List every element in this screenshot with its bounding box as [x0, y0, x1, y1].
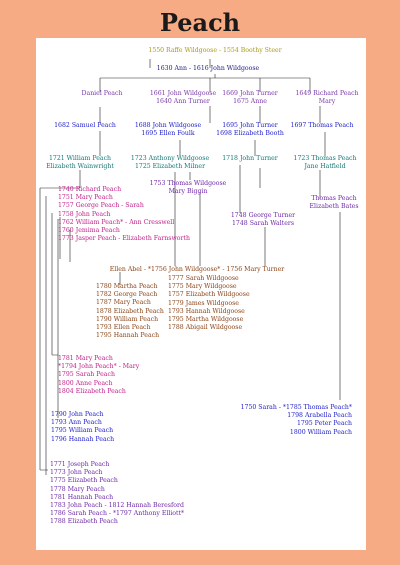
person-anthony-milner: 1723 Anthony Wildgoose 1725 Elizabeth Milner: [130, 155, 210, 171]
person-thomas-bates: Thomas Peach Elizabeth Bates: [309, 195, 359, 211]
children-jasper-peach: 1781 Mary Peach *1794 John Peach* - Mary 1795 Sarah Peach 1800 Anne Peach 1804 Elizabeth Peach: [58, 355, 140, 395]
children-peach-1790: 1790 John Peach 1793 Ann Peach 1795 William Peach 1796 Hannah Peach: [51, 411, 115, 443]
person-wildgoose-foulk: 1688 John Wildgoose 1695 Ellen Foulk: [134, 122, 202, 138]
person-john-anne-turner: 1669 John Turner 1675 Anne: [222, 90, 278, 106]
children-thomas-peach-1785: 1750 Sarah - *1785 Thomas Peach* 1798 Arabella Peach 1795 Peter Peach 1800 William Peach: [240, 404, 352, 436]
person-william-wainwright: 1721 William Peach Elizabeth Wainwright: [46, 155, 114, 171]
person-thomas-hatfield: 1723 Thomas Peach Jane Hatfield: [293, 155, 357, 171]
person-daniel-peach: Daniel Peach: [81, 90, 123, 97]
person-john-ann-turner: 1661 John Wildgoose 1640 Ann Turner: [149, 90, 217, 106]
person-samuel-peach: 1682 Samuel Peach: [54, 122, 116, 129]
person-george-turner: 1748 George Turner 1748 Sarah Walters: [230, 212, 296, 228]
person-thomas-wildgoose: 1753 Thomas Wildgoose Mary Biggin: [149, 180, 227, 196]
person-john-turner-1718: 1718 John Turner: [222, 155, 278, 162]
person-turner-booth: 1695 John Turner 1698 Elizabeth Booth: [216, 122, 284, 138]
person-richard-mary: 1649 Richard Peach Mary: [295, 90, 359, 106]
person-raffe-boothy: 1550 Raffe Wildgoose - 1554 Boothy Steer: [148, 47, 282, 54]
children-william-peach: 1740 Richard Peach 1751 Mary Peach 1757 George Peach - Sarah 1758 John Peach 1762 William Peach* - Ann Cresswell 1760 Jemima Peach 1773 Jasper Peach - Elizabeth Farnsworth: [58, 186, 190, 243]
person-ann-john: 1630 Ann - 1616 John Wildgoose: [156, 65, 260, 72]
children-peach-1771: 1771 Joseph Peach 1773 John Peach 1775 Elizabeth Peach 1778 Mary Peach 1781 Hannah Peach 1783 John Peach - 1812 Hannah Beresford 1786 Sarah Peach - *1797 Anthony Elliott* 1788 Elizabeth Peach: [50, 461, 185, 526]
person-john-wildgoose-marriage: Ellen Abel - *1756 John Wildgoose* - 1756 Mary Turner: [109, 266, 285, 273]
page-title: Peach: [159, 8, 241, 37]
children-wildgoose: 1777 Sarah Wildgoose 1775 Mary Wildgoose 1757 Elizabeth Wildgoose 1779 James Wildgoose 1793 Hannah Wildgoose 1795 Martha Wildgoose 1788 Abigail Wildgoose: [168, 275, 250, 332]
person-thomas-1697: 1697 Thomas Peach: [290, 122, 354, 129]
children-peach-1780: 1780 Martha Peach 1782 George Peach 1787 Mary Peach 1878 Elizabeth Peach 1790 William Peach 1793 Ellen Peach 1795 Hannah Peach: [96, 283, 164, 340]
